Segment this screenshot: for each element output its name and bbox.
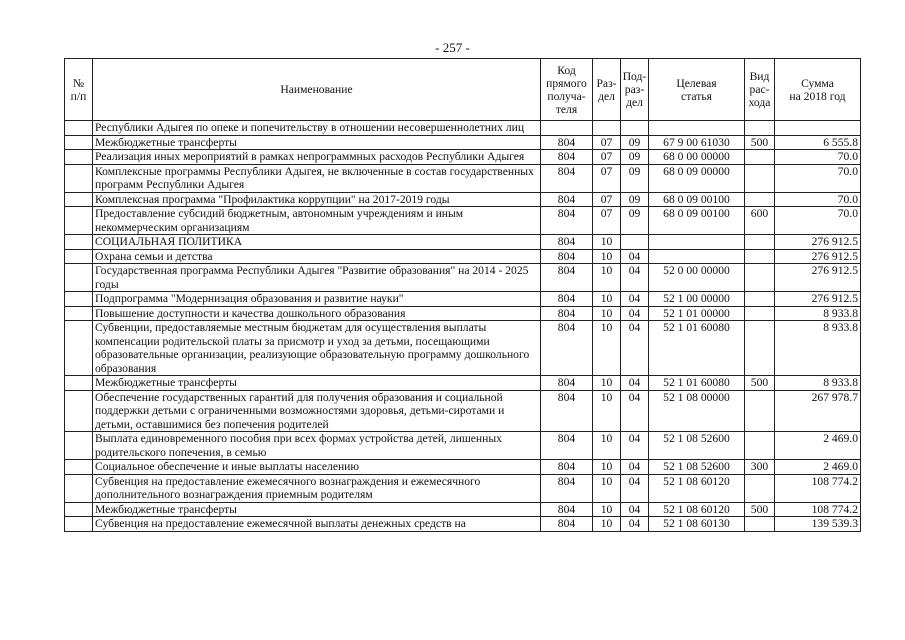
cell-name: Межбюджетные трансферты <box>93 502 541 517</box>
cell-sum <box>775 121 861 136</box>
table-row <box>65 502 861 517</box>
cell-section: 07 <box>593 150 621 165</box>
cell-name: Выплата единовременного пособия при всех формах устройства детей, лишенных родительского попечения, в семью <box>93 432 541 460</box>
table-row <box>65 376 861 391</box>
cell-subsection: 09 <box>621 150 649 165</box>
cell-code: 804 <box>541 164 593 192</box>
cell-target: 52 1 08 60120 <box>649 474 745 502</box>
cell-subsection: 04 <box>621 264 649 292</box>
cell-code: 804 <box>541 207 593 235</box>
cell-section: 10 <box>593 264 621 292</box>
cell-expense-type <box>745 264 775 292</box>
cell-section: 10 <box>593 460 621 475</box>
cell-name: Охрана семьи и детства <box>93 249 541 264</box>
cell-section: 10 <box>593 390 621 432</box>
cell-name: Подпрограмма "Модернизация образования и развитие науки" <box>93 292 541 307</box>
cell-code: 804 <box>541 432 593 460</box>
table-row <box>65 121 861 136</box>
table-row <box>65 321 861 376</box>
cell-sum: 108 774.2 <box>775 474 861 502</box>
cell-sum: 267 978.7 <box>775 390 861 432</box>
cell-code: 804 <box>541 292 593 307</box>
cell-num <box>65 235 93 250</box>
cell-section: 10 <box>593 292 621 307</box>
cell-sum: 139 539.3 <box>775 517 861 532</box>
table-row <box>65 264 861 292</box>
cell-name: Повышение доступности и качества дошкольного образования <box>93 306 541 321</box>
cell-section: 10 <box>593 502 621 517</box>
cell-expense-type: 500 <box>745 502 775 517</box>
column-header-expense-type: Вид рас- хода <box>745 59 775 121</box>
cell-expense-type <box>745 121 775 136</box>
cell-num <box>65 249 93 264</box>
cell-sum: 8 933.8 <box>775 321 861 376</box>
cell-subsection: 04 <box>621 460 649 475</box>
cell-code: 804 <box>541 249 593 264</box>
cell-expense-type <box>745 306 775 321</box>
cell-section: 10 <box>593 249 621 264</box>
cell-section: 07 <box>593 135 621 150</box>
cell-subsection: 04 <box>621 376 649 391</box>
cell-name: Республики Адыгея по опеке и попечительству в отношении несовершеннолетних лиц <box>93 121 541 136</box>
cell-num <box>65 432 93 460</box>
cell-num <box>65 135 93 150</box>
cell-subsection: 09 <box>621 207 649 235</box>
cell-expense-type <box>745 390 775 432</box>
cell-num <box>65 517 93 532</box>
cell-expense-type <box>745 235 775 250</box>
cell-expense-type: 500 <box>745 376 775 391</box>
cell-subsection: 09 <box>621 192 649 207</box>
cell-expense-type: 600 <box>745 207 775 235</box>
cell-section: 10 <box>593 306 621 321</box>
cell-section: 10 <box>593 321 621 376</box>
cell-num <box>65 121 93 136</box>
cell-code: 804 <box>541 460 593 475</box>
cell-subsection: 04 <box>621 292 649 307</box>
cell-sum: 70.0 <box>775 150 861 165</box>
cell-section <box>593 121 621 136</box>
cell-sum: 276 912.5 <box>775 264 861 292</box>
table-row <box>65 135 861 150</box>
table-row <box>65 192 861 207</box>
cell-subsection <box>621 235 649 250</box>
cell-sum: 8 933.8 <box>775 306 861 321</box>
cell-code: 804 <box>541 517 593 532</box>
cell-section: 07 <box>593 192 621 207</box>
cell-sum: 70.0 <box>775 207 861 235</box>
table-row <box>65 517 861 532</box>
cell-expense-type <box>745 432 775 460</box>
cell-target: 67 9 00 61030 <box>649 135 745 150</box>
cell-code: 804 <box>541 321 593 376</box>
cell-name: Реализация иных мероприятий в рамках непрограммных расходов Республики Адыгея <box>93 150 541 165</box>
cell-section: 10 <box>593 517 621 532</box>
cell-code: 804 <box>541 376 593 391</box>
cell-name: Комплексная программа "Профилактика коррупции" на 2017-2019 годы <box>93 192 541 207</box>
cell-expense-type <box>745 249 775 264</box>
table-row <box>65 207 861 235</box>
cell-sum: 276 912.5 <box>775 292 861 307</box>
cell-subsection: 04 <box>621 474 649 502</box>
table-row <box>65 249 861 264</box>
cell-target: 52 1 08 60130 <box>649 517 745 532</box>
cell-code: 804 <box>541 264 593 292</box>
cell-target: 52 1 01 00000 <box>649 306 745 321</box>
table-row <box>65 150 861 165</box>
cell-name: Субвенции, предоставляемые местным бюджетам для осуществления выплаты компенсации родительской платы за присмотр и уход за детьми, посещающими образовательные организации, реализующие образовательную программу дошкольного образования <box>93 321 541 376</box>
cell-sum: 108 774.2 <box>775 502 861 517</box>
cell-subsection: 04 <box>621 517 649 532</box>
column-header-target: Целевая статья <box>649 59 745 121</box>
cell-section: 10 <box>593 235 621 250</box>
table-row <box>65 235 861 250</box>
cell-name: Межбюджетные трансферты <box>93 135 541 150</box>
cell-subsection: 04 <box>621 306 649 321</box>
cell-code <box>541 121 593 136</box>
table-row <box>65 390 861 432</box>
cell-target: 52 1 08 00000 <box>649 390 745 432</box>
cell-code: 804 <box>541 306 593 321</box>
cell-target: 68 0 09 00100 <box>649 207 745 235</box>
cell-expense-type <box>745 292 775 307</box>
page-number: - 257 - <box>435 40 470 55</box>
cell-name: Государственная программа Республики Адыгея "Развитие образования" на 2014 - 2025 годы <box>93 264 541 292</box>
cell-target: 52 1 08 60120 <box>649 502 745 517</box>
cell-num <box>65 150 93 165</box>
cell-sum: 70.0 <box>775 164 861 192</box>
cell-expense-type <box>745 192 775 207</box>
cell-num <box>65 207 93 235</box>
cell-num <box>65 192 93 207</box>
cell-num <box>65 376 93 391</box>
column-header-sum: Сумма на 2018 год <box>775 59 861 121</box>
cell-subsection: 09 <box>621 164 649 192</box>
cell-name: Субвенция на предоставление ежемесячного вознаграждения и ежемесячного дополнительного вознаграждения приемным родителям <box>93 474 541 502</box>
cell-name: Обеспечение государственных гарантий для получения образования и социальной поддержки детьми с ограниченными возможностями здоровья, детьми-сиротами и детьми, оставшимися без попечения родителей <box>93 390 541 432</box>
cell-target: 68 0 00 00000 <box>649 150 745 165</box>
cell-sum: 6 555.8 <box>775 135 861 150</box>
cell-name: Межбюджетные трансферты <box>93 376 541 391</box>
cell-target: 52 1 08 52600 <box>649 432 745 460</box>
cell-num <box>65 390 93 432</box>
cell-target <box>649 121 745 136</box>
cell-sum: 276 912.5 <box>775 249 861 264</box>
cell-expense-type <box>745 164 775 192</box>
cell-section: 07 <box>593 207 621 235</box>
cell-target <box>649 249 745 264</box>
cell-name: СОЦИАЛЬНАЯ ПОЛИТИКА <box>93 235 541 250</box>
cell-num <box>65 306 93 321</box>
table-header-row <box>65 59 861 121</box>
table-row <box>65 292 861 307</box>
cell-target: 68 0 09 00000 <box>649 164 745 192</box>
cell-code: 804 <box>541 390 593 432</box>
cell-sum: 2 469.0 <box>775 432 861 460</box>
cell-section: 10 <box>593 376 621 391</box>
table-body <box>65 121 861 532</box>
cell-sum: 70.0 <box>775 192 861 207</box>
cell-expense-type: 300 <box>745 460 775 475</box>
table-row <box>65 432 861 460</box>
cell-code: 804 <box>541 150 593 165</box>
table-row <box>65 306 861 321</box>
cell-target: 68 0 09 00100 <box>649 192 745 207</box>
cell-name: Комплексные программы Республики Адыгея, не включенные в состав государственных программ Республики Адыгея <box>93 164 541 192</box>
cell-subsection: 04 <box>621 502 649 517</box>
cell-target <box>649 235 745 250</box>
cell-code: 804 <box>541 135 593 150</box>
column-header-name: Наименование <box>93 59 541 121</box>
cell-target: 52 0 00 00000 <box>649 264 745 292</box>
cell-num <box>65 474 93 502</box>
cell-target: 52 1 00 00000 <box>649 292 745 307</box>
table-row <box>65 474 861 502</box>
cell-subsection: 04 <box>621 432 649 460</box>
table-row <box>65 460 861 475</box>
cell-expense-type <box>745 517 775 532</box>
cell-num <box>65 460 93 475</box>
cell-sum: 8 933.8 <box>775 376 861 391</box>
cell-num <box>65 292 93 307</box>
cell-subsection: 04 <box>621 390 649 432</box>
table-row <box>65 164 861 192</box>
cell-sum: 2 469.0 <box>775 460 861 475</box>
budget-table <box>64 58 861 532</box>
cell-subsection <box>621 121 649 136</box>
cell-sum: 276 912.5 <box>775 235 861 250</box>
cell-expense-type <box>745 474 775 502</box>
cell-expense-type <box>745 150 775 165</box>
cell-num <box>65 164 93 192</box>
cell-section: 07 <box>593 164 621 192</box>
cell-name: Социальное обеспечение и иные выплаты населению <box>93 460 541 475</box>
cell-code: 804 <box>541 192 593 207</box>
cell-subsection: 04 <box>621 249 649 264</box>
cell-name: Предоставление субсидий бюджетным, автономным учреждениям и иным некоммерческим организациям <box>93 207 541 235</box>
cell-target: 52 1 08 52600 <box>649 460 745 475</box>
column-header-subsection: Под- раз- дел <box>621 59 649 121</box>
column-header-section: Раз- дел <box>593 59 621 121</box>
cell-num <box>65 321 93 376</box>
cell-name: Субвенция на предоставление ежемесячной выплаты денежных средств на <box>93 517 541 532</box>
column-header-code: Код прямого получа- теля <box>541 59 593 121</box>
cell-target: 52 1 01 60080 <box>649 376 745 391</box>
cell-num <box>65 502 93 517</box>
column-header-num: № п/п <box>65 59 93 121</box>
cell-target: 52 1 01 60080 <box>649 321 745 376</box>
cell-subsection: 04 <box>621 321 649 376</box>
cell-section: 10 <box>593 474 621 502</box>
cell-code: 804 <box>541 474 593 502</box>
cell-code: 804 <box>541 502 593 517</box>
cell-expense-type: 500 <box>745 135 775 150</box>
cell-section: 10 <box>593 432 621 460</box>
cell-code: 804 <box>541 235 593 250</box>
cell-expense-type <box>745 321 775 376</box>
cell-subsection: 09 <box>621 135 649 150</box>
cell-num <box>65 264 93 292</box>
